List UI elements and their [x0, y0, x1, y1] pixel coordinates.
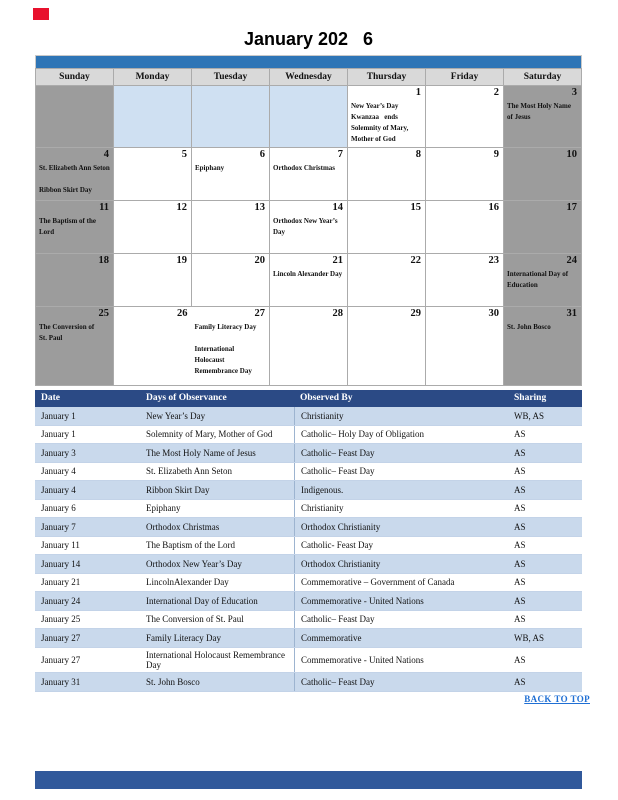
table-cell: New Year’s Day: [146, 410, 206, 421]
day-number: 31: [566, 308, 577, 319]
table-row: [35, 574, 582, 593]
table-cell: International Day of Education: [146, 595, 258, 606]
table-cell: January 11: [41, 540, 80, 551]
table-row: [35, 537, 582, 556]
table-cell: January 1: [41, 410, 76, 421]
calendar-day-cell: [348, 201, 425, 253]
table-body: [35, 407, 582, 692]
table-cell: Orthodox Christianity: [294, 555, 508, 573]
calendar: [35, 55, 582, 386]
day-header-cell: Tuesday: [192, 69, 269, 85]
table-cell: AS: [514, 429, 526, 440]
calendar-day-cell: [348, 254, 425, 306]
table-cell: Commemorative: [294, 629, 508, 647]
table-row: [35, 555, 582, 574]
day-number: 16: [488, 202, 499, 213]
calendar-day-cell: [36, 254, 113, 306]
event-line: Orthodox Christmas: [273, 164, 336, 172]
calendar-day-cell: [192, 201, 269, 253]
table-header-cell: Sharing: [514, 393, 547, 404]
calendar-day-cell: [270, 201, 347, 253]
table-row: [35, 592, 582, 611]
table-cell: AS: [514, 466, 526, 477]
table-cell: St. John Bosco: [146, 676, 200, 687]
table-cell: International Holocaust Remembrance Day: [146, 649, 285, 670]
calendar-day-cell: [426, 254, 503, 306]
table-cell: AS: [514, 614, 526, 625]
table-cell: WB, AS: [514, 410, 545, 421]
calendar-day-cell: [192, 148, 269, 200]
day-header-cell: Wednesday: [270, 69, 347, 85]
table-cell: Christianity: [294, 407, 508, 425]
event-text: [192, 161, 269, 174]
day-number: 28: [332, 308, 343, 319]
table-row: [35, 407, 582, 426]
day-number: 25: [98, 308, 109, 319]
calendar-day-cell: [36, 86, 113, 147]
table-row: [35, 629, 582, 648]
table-cell: January 4: [41, 484, 76, 495]
calendar-day-cell: [36, 148, 113, 200]
event-line: St. John Bosco: [507, 323, 551, 331]
event-text: [270, 214, 347, 238]
day-number: 9: [493, 149, 499, 160]
table-row: [35, 648, 582, 674]
back-to-top-link[interactable]: BACK TO TOP: [524, 694, 590, 704]
day-number: 21: [332, 255, 343, 266]
day-number: 11: [99, 202, 109, 213]
event-line: Remembrance Day: [194, 367, 252, 375]
table-cell: Commemorative - United Nations: [294, 648, 508, 673]
event-line: St. Elizabeth Ann Seton: [39, 164, 110, 172]
calendar-day-cell: [270, 254, 347, 306]
table-cell: WB, AS: [514, 632, 545, 643]
day-number: 10: [566, 149, 577, 160]
calendar-day-cell: [348, 86, 425, 147]
calendar-day-cell: [504, 307, 581, 385]
event-line: Mother of God: [351, 135, 396, 143]
table-cell: AS: [514, 654, 526, 665]
day-number: 17: [566, 202, 577, 213]
event-line: Lincoln Alexander Day: [273, 270, 343, 278]
day-number: 6: [259, 149, 265, 160]
table-cell: January 4: [41, 466, 76, 477]
day-header-cell: Saturday: [504, 69, 581, 85]
table-cell: January 27: [41, 654, 81, 665]
table-cell: Catholic– Feast Day: [294, 444, 508, 462]
calendar-day-cell: [36, 201, 113, 253]
calendar-day-cell: [36, 307, 113, 385]
event-line: Family Literacy Day: [194, 323, 257, 331]
event-line: Kwanzaa ends: [351, 113, 398, 121]
table-row: [35, 673, 582, 692]
table-cell: Commemorative - United Nations: [294, 592, 508, 610]
page-title: January 202 6: [243, 29, 374, 49]
event-line: Ribbon Skirt Day: [39, 186, 92, 194]
table-cell: The Conversion of St. Paul: [146, 614, 244, 625]
table-cell: Catholic– Feast Day: [294, 673, 508, 691]
event-line: Education: [507, 281, 538, 289]
table-row: [35, 518, 582, 537]
event-line: [39, 174, 111, 185]
table-row: [35, 444, 582, 463]
calendar-day-cell: [114, 148, 191, 200]
table-header-cell: Days of Observance: [146, 393, 227, 404]
calendar-day-cell: [270, 307, 347, 385]
day-number: 14: [332, 202, 343, 213]
day-number: 20: [254, 255, 265, 266]
table-cell: Ribbon Skirt Day: [146, 484, 210, 495]
table-cell: January 31: [41, 676, 81, 687]
day-numbers: [114, 307, 269, 320]
table-cell: January 1: [41, 429, 76, 440]
table-cell: Catholic– Feast Day: [294, 611, 508, 629]
calendar-day-cell: [504, 254, 581, 306]
table-cell: Solemnity of Mary, Mother of God: [146, 429, 273, 440]
event-line: Orthodox New Year’s: [273, 217, 338, 225]
event-text: [504, 320, 581, 333]
table-cell: January 3: [41, 447, 76, 458]
day-number: 24: [566, 255, 577, 266]
table-cell: January 7: [41, 521, 76, 532]
day-number: 4: [103, 149, 109, 160]
footer-bar: [35, 771, 582, 789]
table-cell: AS: [514, 595, 526, 606]
table-row: [35, 426, 582, 445]
table-cell: AS: [514, 577, 526, 588]
event-text: [192, 320, 270, 377]
calendar-day-cell: [426, 307, 503, 385]
table-cell: AS: [514, 558, 526, 569]
event-text: [36, 161, 113, 196]
day-number: 8: [415, 149, 421, 160]
event-text: [270, 161, 347, 174]
day-number: 26: [177, 308, 188, 319]
calendar-day-cell: [504, 148, 581, 200]
event-line: Epiphany: [195, 164, 225, 172]
calendar-grid: [35, 68, 582, 386]
calendar-day-cell: [270, 148, 347, 200]
calendar-day-cell: [192, 86, 269, 147]
day-number: 7: [337, 149, 343, 160]
table-cell: AS: [514, 503, 526, 514]
table-cell: January 24: [41, 595, 81, 606]
table-cell: Christianity: [294, 500, 508, 518]
table-cell: January 25: [41, 614, 81, 625]
calendar-day-cell: [426, 148, 503, 200]
table-header-row: [35, 390, 582, 407]
day-number: 22: [410, 255, 421, 266]
event-line: International: [194, 345, 235, 353]
table-cell: Commemorative – Government of Canada: [294, 574, 508, 592]
calendar-day-cell: [192, 254, 269, 306]
table-row: [35, 463, 582, 482]
day-header-cell: Sunday: [36, 69, 113, 85]
event-text: [348, 99, 425, 145]
table-cell: AS: [514, 447, 526, 458]
calendar-day-cell: [114, 254, 191, 306]
red-marker: [33, 8, 49, 20]
event-line: The Baptism of the Lord: [39, 217, 98, 236]
table-cell: Epiphany: [146, 503, 181, 514]
event-text: [36, 320, 113, 344]
day-number: 19: [176, 255, 187, 266]
calendar-day-cell: [114, 307, 269, 385]
table-cell: AS: [514, 676, 526, 687]
event-line: Solemnity of Mary,: [351, 124, 409, 132]
table-cell: AS: [514, 484, 526, 495]
event-text: [270, 267, 347, 280]
day-number: 2: [493, 87, 499, 98]
event-line: of Jesus: [507, 113, 531, 121]
day-number: 30: [488, 308, 499, 319]
day-number: 13: [254, 202, 265, 213]
event-text: [504, 99, 581, 123]
table-cell: January 27: [41, 632, 81, 643]
day-number: 29: [410, 308, 421, 319]
calendar-day-cell: [426, 86, 503, 147]
day-number: 27: [254, 308, 265, 319]
table-cell: Orthodox Christianity: [294, 518, 508, 536]
table-header-cell: Observed By: [300, 393, 353, 404]
table-cell: LincolnAlexander Day: [146, 577, 229, 588]
day-number: 18: [98, 255, 109, 266]
calendar-top-bar: [35, 55, 582, 68]
table-cell: January 14: [41, 558, 81, 569]
table-cell: The Baptism of the Lord: [146, 540, 235, 551]
event-line: The Most Holy Name: [507, 102, 571, 110]
day-number: 12: [176, 202, 187, 213]
day-number: 1: [415, 87, 421, 98]
day-number: 23: [488, 255, 499, 266]
table-cell: Orthodox Christmas: [146, 521, 220, 532]
event-line: Day: [273, 228, 286, 236]
calendar-day-cell: [348, 148, 425, 200]
calendar-day-cell: [114, 86, 191, 147]
event-line: Holocaust: [194, 356, 225, 364]
table-row: [35, 611, 582, 630]
event-line: St. Paul: [39, 334, 63, 342]
calendar-day-cell: [504, 201, 581, 253]
event-text: [36, 214, 113, 238]
table-cell: The Most Holy Name of Jesus: [146, 447, 256, 458]
event-text: [504, 267, 581, 291]
day-number: 3: [571, 87, 577, 98]
day-header-cell: Monday: [114, 69, 191, 85]
day-header-cell: Thursday: [348, 69, 425, 85]
event-line: New Year’s Day: [351, 102, 399, 110]
table-header-cell: Date: [41, 393, 60, 404]
event-line: [195, 333, 268, 344]
day-number: 5: [181, 149, 187, 160]
table-cell: Family Literacy Day: [146, 632, 221, 643]
table-cell: January 6: [41, 503, 76, 514]
observance-table: [35, 390, 582, 692]
calendar-day-cell: [348, 307, 425, 385]
event-line: The Conversion of: [39, 323, 95, 331]
calendar-day-cell: [426, 201, 503, 253]
table-cell: AS: [514, 540, 526, 551]
table-cell: Orthodox New Year’s Day: [146, 558, 242, 569]
table-cell: AS: [514, 521, 526, 532]
event-line: International Day of: [507, 270, 569, 278]
table-row: [35, 481, 582, 500]
day-number: 15: [410, 202, 421, 213]
table-cell: January 21: [41, 577, 81, 588]
day-header-cell: Friday: [426, 69, 503, 85]
calendar-day-cell: [504, 86, 581, 147]
table-cell: St. Elizabeth Ann Seton: [146, 466, 232, 477]
calendar-day-cell: [270, 86, 347, 147]
table-row: [35, 500, 582, 519]
table-cell: Catholic- Feast Day: [294, 537, 508, 555]
calendar-day-cell: [114, 201, 191, 253]
table-cell: Indigenous.: [294, 481, 508, 499]
table-cell: Catholic– Feast Day: [294, 463, 508, 481]
table-cell: Catholic– Holy Day of Obligation: [294, 426, 508, 444]
